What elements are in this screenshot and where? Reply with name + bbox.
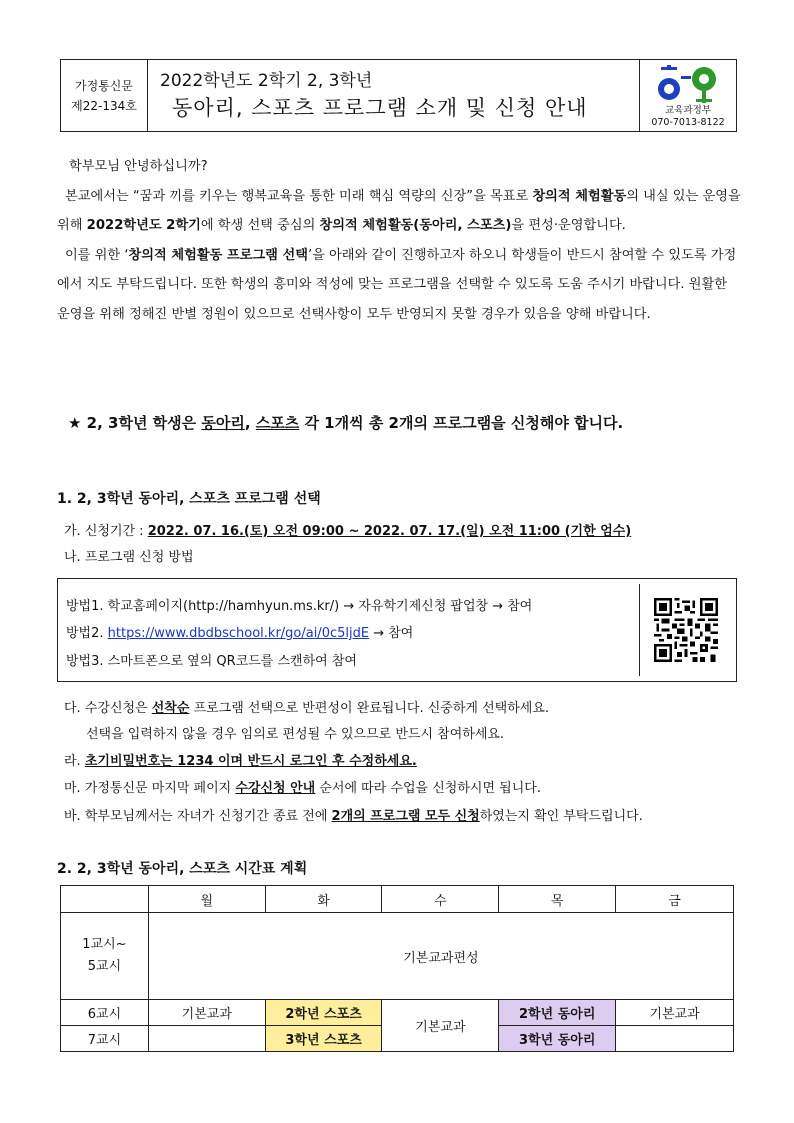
item-ba: 바. 학부모님께서는 자녀가 신청기간 종료 전에 2개의 프로그램 모두 신청하였는지 확인 부탁드립니다. [64,809,643,824]
period-label: 1교시~ 5교시 [61,913,149,1000]
header-box [60,59,737,132]
doc-number: 제22-134호 [71,98,137,113]
doc-type: 가정통신문 [75,78,133,93]
school-logo-icon [656,65,720,105]
thu-7-club: 3학년 동아리 [499,1026,616,1052]
qr-code-icon [654,598,718,662]
org-name: 교육과정부 [665,105,711,116]
method-2-link[interactable]: https://www.dbdbschool.kr/go/ai/0c5ljdE [107,626,370,641]
method-1: 방법1. 학교홈페이지(http://hamhyun.ms.kr/) → 자유학기제신청 팝업창 → 참여 [66,599,533,614]
title-line-1: 2022학년도 2학기 2, 3학년 [160,70,373,91]
wed-6-7: 기본교과 [382,1000,499,1052]
qr-code-cell [639,584,731,676]
fri-6: 기본교과 [616,1000,734,1026]
mon-7 [148,1026,265,1052]
day-header: 금 [616,886,734,913]
timetable-row-1-5 [61,913,734,1000]
period-label: 7교시 [61,1026,149,1052]
mon-6: 기본교과 [148,1000,265,1026]
intro-paragraph-2: 이를 위한 ‘창의적 체험활동 프로그램 선택’을 아래와 같이 진행하고자 하오니 학생들이 반드시 참여할 수 있도록 가정에서 지도 부탁드립니다. 또한 학생의 흥미와 적성에 맞는 프로그램을 선택할 수 있도록 도움 주시기 바랍니다. 원활한 운영을 위해 정해진 반별 정원이 있으므로 선택사항이 모두 반영되지 못할 경우가 있음을 양해 바랍니다. [57,247,737,322]
period-label: 6교시 [61,1000,149,1026]
item-ra: 라. 초기비밀번호는 1234 이며 반드시 로그인 후 수정하세요. [64,754,417,769]
item-da: 다. 수강신청은 선착순 프로그램 선택으로 반편성이 완료됩니다. 신중하게 선택하세요. [64,701,550,716]
org-phone: 070-7013-8122 [651,117,725,128]
day-header: 화 [265,886,382,913]
method-3: 방법3. 스마트폰으로 옆의 QR코드를 스캔하여 참여 [66,654,357,669]
corner-cell [61,886,149,913]
intro-paragraph-1: 본교에서는 “꿈과 끼를 키우는 행복교육을 통한 미래 핵심 역량의 신장”을 목표로 창의적 체험활동의 내실 있는 운영을 위해 2022학년도 2학기에 학생 선택 중심의 창의적 체험활동(동아리, 스포츠)을 편성·운영합니다. [57,188,741,233]
title-cell [148,60,640,131]
key-notice: ★ 2, 3학년 학생은 동아리, 스포츠 각 1개씩 총 2개의 프로그램을 신청해야 합니다. [68,414,624,432]
timetable [60,885,734,1052]
item-ma: 마. 가정통신문 마지막 페이지 수강신청 안내 순서에 따라 수업을 신청하시면 됩니다. [64,781,541,796]
page-title: 동아리, 스포츠 프로그램 소개 및 신청 안내 [172,95,588,120]
section-1-title: 1. 2, 3학년 동아리, 스포츠 프로그램 선택 [57,491,321,507]
day-header: 수 [382,886,499,913]
item-da-2: 선택을 입력하지 않을 경우 임의로 편성될 수 있으므로 반드시 참여하세요. [86,727,505,742]
day-header: 목 [499,886,616,913]
fri-7 [616,1026,734,1052]
greeting: 학부모님 안녕하십니까? [69,159,208,174]
tue-6-sports: 2학년 스포츠 [265,1000,382,1026]
thu-6-club: 2학년 동아리 [499,1000,616,1026]
doc-id-cell [61,60,148,131]
intro [57,152,741,329]
application-period: 가. 신청기간 : 2022. 07. 16.(토) 오전 09:00 ~ 2022. 07. 17.(일) 오전 11:00 (기한 엄수) [64,524,632,539]
timetable-row-6 [61,1000,734,1026]
day-header: 월 [148,886,265,913]
method-heading: 나. 프로그램 신청 방법 [64,550,194,565]
section-2-title: 2. 2, 3학년 동아리, 스포츠 시간표 계획 [57,861,308,877]
basic-curriculum-cell: 기본교과편성 [148,913,733,1000]
methods-box [57,578,737,682]
timetable-header-row [61,886,734,913]
tue-7-sports: 3학년 스포츠 [265,1026,382,1052]
method-2: 방법2. https://www.dbdbschool.kr/go/ai/0c5ljdE → 참여 [66,626,414,641]
org-cell [640,60,736,131]
